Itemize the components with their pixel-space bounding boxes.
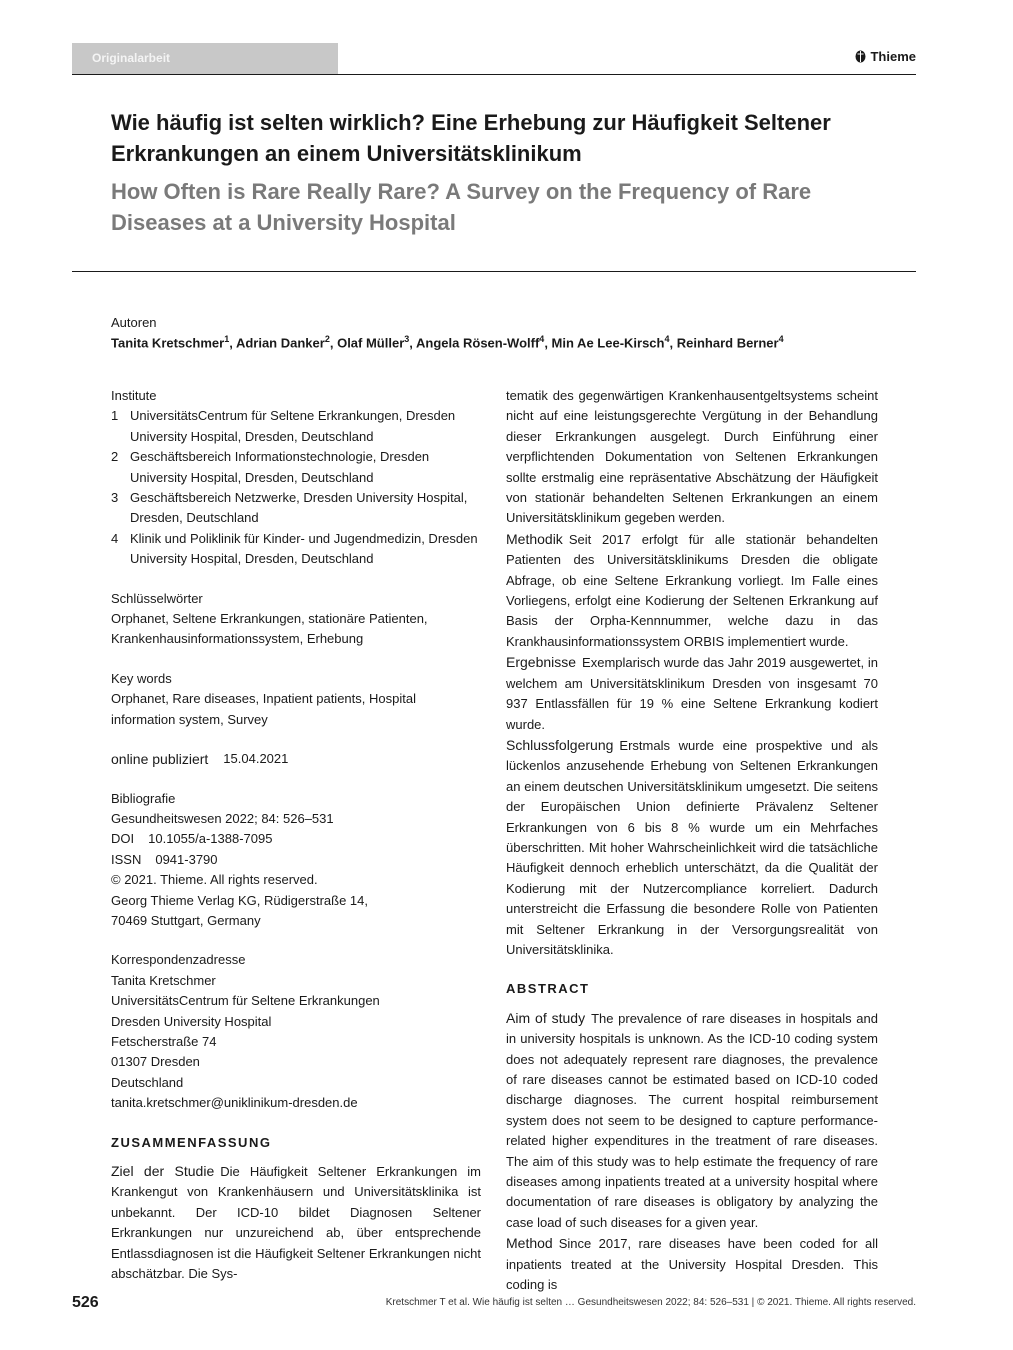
abstract-heading: ABSTRACT	[506, 981, 590, 997]
right-column	[506, 386, 878, 1295]
ergebnisse-label: Ergebnisse	[506, 654, 577, 671]
institute-number: 3	[111, 490, 119, 506]
footer-citation: Kretschmer T et al. Wie häufig ist selten … Gesundheitswesen 2022; 84: 526–531 | © 2021. Thieme. All rights reserved.	[385, 1297, 916, 1308]
institute-number: 2	[111, 449, 119, 465]
bibliography-heading: Bibliografie	[111, 790, 176, 806]
aim-paragraph	[506, 1008, 878, 1233]
author-affiliation: 4	[778, 334, 784, 344]
publisher-address-line: 70469 Stuttgart, Germany	[111, 912, 261, 928]
publisher-address-line: Georg Thieme Verlag KG, Rüdigerstraße 14,	[111, 892, 368, 908]
keywords-de-text: Orphanet, Seltene Erkrankungen, stationäre Patienten, Krankenhausinformationssystem, Erhebung	[111, 611, 428, 647]
institutes-heading: Institute	[111, 388, 157, 403]
bibliography-journal: Gesundheitswesen 2022; 84: 526–531	[111, 810, 334, 826]
ziel-continuation: tematik des gegenwärtigen Krankenhausentgeltsystems scheint nicht auf eine leistungsgerechte Vergütung in der Behandlung dieser Erkrankungen ausgelegt. Durch Einführung einer verpflichtenden Dokumentation von Seltenen Erkrankungen sollte erstmalig eine repräsentative Abschätzung der Häufigkeit von stationär behandelten Seltenen Erkrankungen an einem Universitätsklinikum gegeben werden.	[506, 388, 878, 526]
author-affiliation: 4	[664, 334, 670, 344]
section-label: Originalarbeit	[92, 51, 171, 65]
method-paragraph	[506, 1233, 878, 1295]
schluss-text: Erstmals wurde eine prospektive und als lückenlos anzusehende Erhebung von Seltenen Erkrankungen an einem deutschen Universitätsklinikum umgesetzt. Die seitens der Europäischen Union definierte Prävalenz Seltener Erkrankungen von 6 bis 8 % wurde um ein Mehrfaches überschritten. Mit hoher Wahrscheinlichkeit wird die tatsächliche Häufigkeit dennoch erheblich unterschätzt, da die Qualität der Kodierung mit der Nutzercompliance korreliert. Dadurch unterstreicht die Erfassung die besondere Rolle von Patienten mit Seltener Erkrankung in der Versorgungsrealität von Universitätsklinika.	[506, 737, 878, 957]
ziel-paragraph	[111, 1161, 481, 1284]
issn-value: 0941-3790	[155, 851, 218, 867]
methodik-paragraph	[506, 529, 878, 652]
correspondence-line: Tanita Kretschmer	[111, 972, 216, 988]
correspondence-heading: Korrespondenzadresse	[111, 952, 246, 968]
author-name: Min Ae Lee-Kirsch	[551, 335, 665, 351]
author-affiliation: 3	[404, 334, 410, 344]
institute-number: 1	[111, 408, 119, 424]
ergebnisse-text: Exemplarisch wurde das Jahr 2019 ausgewertet, in welchem am Universitätsklinikum Dresden von insgesamt 70 937 Entlassfällen für 19 % eine Seltene Erkrankung kodiert wurde.	[506, 655, 878, 732]
online-published-label: online publiziert	[111, 751, 209, 768]
doi-value[interactable]: 10.1055/a-1388-7095	[148, 831, 273, 847]
correspondence-line: Deutschland	[111, 1074, 184, 1090]
author-name: Adrian Danker	[235, 335, 325, 351]
authors-list: Tanita Kretschmer$^1$, Adrian Danker$^2$, Olaf Müller$^3$, Angela Rösen-Wolff$^4$, Min Ae Lee-Kirsch$^4$, Reinhard Berner$^4$	[111, 334, 784, 351]
institute-number: 4	[111, 530, 119, 546]
keywords-en-heading: Key words	[111, 670, 172, 686]
correspondence-line: 01307 Dresden	[111, 1054, 200, 1070]
issn-label: ISSN	[111, 851, 142, 867]
page-number: 526	[72, 1294, 99, 1311]
institute-item	[111, 529, 481, 570]
institute-text: UniversitätsCentrum für Seltene Erkrankungen, Dresden University Hospital, Dresden, Deutschland	[130, 408, 456, 444]
correspondence-line: UniversitätsCentrum für Seltene Erkrankungen	[111, 993, 380, 1009]
author-affiliation: 1	[224, 334, 230, 344]
title-german: Wie häufig ist selten wirklich? Eine Erhebung zur Häufigkeit Seltener Erkrankungen an einem Universitätsklinikum	[111, 110, 831, 166]
authors-label: Autoren	[111, 315, 157, 330]
online-published	[111, 749, 481, 769]
institute-text: Geschäftsbereich Netzwerke, Dresden University Hospital, Dresden, Deutschland	[130, 490, 468, 526]
author-name: Tanita Kretschmer	[111, 335, 225, 351]
publisher-logo	[855, 49, 916, 64]
author-name: Olaf Müller	[337, 335, 405, 351]
publisher-name: Thieme	[870, 49, 916, 64]
methodik-label: Methodik	[506, 530, 563, 547]
thieme-logo-icon	[855, 50, 866, 63]
keywords-de-heading: Schlüsselwörter	[111, 590, 203, 606]
method-text: Since 2017, rare diseases have been coded for all inpatients treated at the University Hospital Dresden. This coding is	[506, 1236, 878, 1293]
methodik-text: Seit 2017 erfolgt für alle stationär behandelten Patienten des Universitätsklinikums Dresden die obligate Abfrage, ob eine Seltene Erkrankung vorliegt. Im Falle eines Vorliegens, erfolgt eine Kodierung der Seltenen Erkrankung auf Basis der Orpha-Kennnummer, welche dazu in das Krankhausinformationssystem ORBIS implementiert wurde.	[506, 531, 878, 649]
copyright-line: © 2021. Thieme. All rights reserved.	[111, 872, 318, 888]
ergebnisse-paragraph	[506, 652, 878, 735]
correspondence-line: Dresden University Hospital	[111, 1013, 272, 1029]
method-label: Method	[506, 1235, 553, 1252]
correspondence-email[interactable]: tanita.kretschmer@uniklinikum-dresden.de	[111, 1095, 358, 1111]
author-name: Angela Rösen-Wolff	[416, 335, 540, 351]
zusammenfassung-heading: ZUSAMMENFASSUNG	[111, 1134, 272, 1150]
author-name: Reinhard Berner	[676, 335, 779, 351]
left-column	[111, 386, 481, 1284]
title-english: How Often is Rare Really Rare? A Survey on the Frequency of Rare Diseases at a University Hospital	[111, 179, 812, 235]
aim-text: The prevalence of rare diseases in hospitals and in university hospitals is unknown. As the ICD-10 coding system does not adequately represent rare diagnoses, the prevalence of rare diseases cannot be estimated based on ICD-10 coded discharge diagnoses. The current hospital reimbursement system does not seem to be designed to capture performance-related higher expenditures in the treatment of rare diseases. The aim of this study was to help estimate the frequency of rare diseases among inpatients treated at a university hospital where documentation of rare diseases is obligatory by analyzing the case load of such diseases for a given year.	[506, 1010, 878, 1230]
aim-label: Aim of study	[506, 1009, 586, 1026]
issn-row	[111, 850, 481, 870]
ziel-label: Ziel der Studie	[111, 1163, 215, 1179]
ziel-text: Die Häufigkeit Seltener Erkrankungen im Krankengut von Krankenhäusern und Universitätsklinika ist unbekannt. Der ICD-10 bildet Diagnosen Seltener Erkrankungen nur unzureichend ab, über entsprechende Entlassdiagnosen ist die Häufigkeit Seltener Erkrankungen nicht abschätzbar. Die Sys-	[111, 1164, 481, 1282]
institutes-list	[111, 406, 481, 569]
schluss-label: Schlussfolgerung	[506, 736, 614, 753]
doi-row	[111, 829, 481, 849]
author-affiliation: 4	[539, 334, 545, 344]
institute-text: Geschäftsbereich Informationstechnologie, Dresden University Hospital, Dresden, Deutschland	[130, 449, 430, 485]
institute-item	[111, 406, 481, 447]
title-rule	[72, 271, 916, 272]
online-published-date: 15.04.2021	[223, 751, 289, 767]
section-label-tab	[72, 43, 338, 75]
keywords-en-text: Orphanet, Rare diseases, Inpatient patients, Hospital information system, Survey	[111, 691, 416, 727]
correspondence-line: Fetscherstraße 74	[111, 1033, 217, 1049]
header-rule	[72, 74, 916, 75]
institute-text: Klinik und Poliklinik für Kinder- und Jugendmedizin, Dresden University Hospital, Dresden, Deutschland	[130, 530, 478, 567]
doi-label: DOI	[111, 831, 135, 847]
institute-item	[111, 488, 481, 529]
institute-item	[111, 447, 481, 488]
author-affiliation: 2	[324, 334, 330, 344]
schluss-paragraph	[506, 735, 878, 960]
